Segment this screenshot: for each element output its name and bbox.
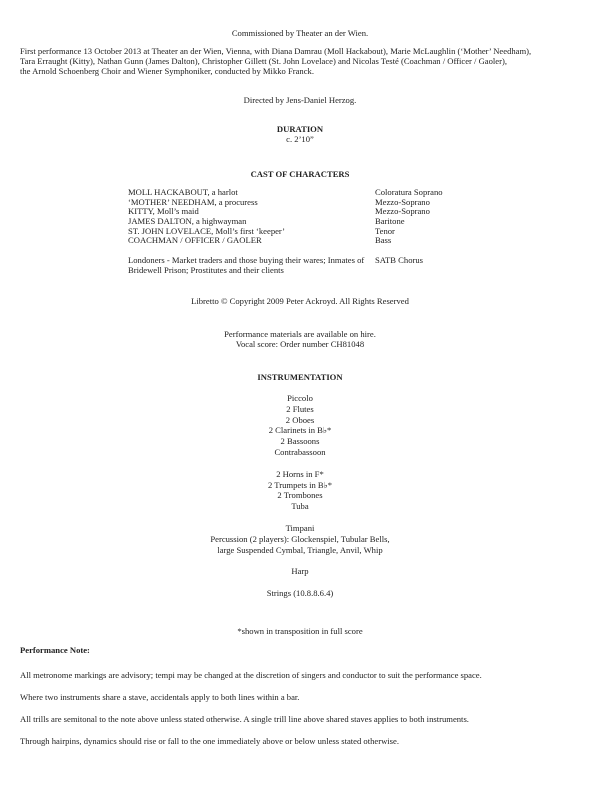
- duration-value: c. 2’10”: [286, 134, 314, 144]
- cast-row: [128, 197, 508, 207]
- cast-voice: Mezzo-Soprano: [375, 196, 430, 207]
- instrument: 2 Clarinets in B♭*: [268, 425, 332, 436]
- cast-heading: CAST OF CHARACTERS: [250, 169, 350, 179]
- cast-row: [128, 235, 508, 245]
- cast-role: ‘MOTHER’ NEEDHAM, a procuress: [128, 196, 258, 207]
- instrument: Timpani: [285, 522, 315, 533]
- cast-voice: Mezzo-Soprano: [375, 206, 430, 217]
- instrument: 2 Flutes: [286, 403, 314, 414]
- instrument: Contrabassoon: [274, 446, 326, 457]
- instrument: large Suspended Cymbal, Triangle, Anvil, Whip: [217, 544, 383, 555]
- cast-voice: Bass: [375, 235, 392, 246]
- director-line: Directed by Jens-Daniel Herzog.: [243, 95, 357, 105]
- transposition-note: *shown in transposition in full score: [237, 626, 363, 636]
- cast-voice: Baritone: [375, 216, 405, 227]
- performance-note-heading: Performance Note:: [20, 645, 90, 655]
- performance-note-item: All trills are semitonal to the note above unless stated otherwise. A single trill line above shared staves applies to both instruments.: [20, 714, 469, 724]
- instrumentation-heading: INSTRUMENTATION: [257, 372, 343, 382]
- cast-role: MOLL HACKABOUT, a harlot: [128, 187, 238, 197]
- cast-row: [128, 187, 508, 197]
- performance-note-item: Through hairpins, dynamics should rise or fall to the one immediately above or below unless stated otherwise.: [20, 736, 399, 746]
- instrument: 2 Trumpets in B♭*: [268, 479, 332, 490]
- instrument: 2 Oboes: [285, 414, 315, 425]
- instrumentation-list: [20, 393, 580, 599]
- cast-voice: Coloratura Soprano: [375, 187, 443, 197]
- chorus-row: [128, 255, 508, 275]
- premiere-line: Tara Erraught (Kitty), Nathan Gunn (James Dalton), Christopher Gillett (St. John Lovelace) and Nicolas Testé (Coachman / Officer / Gaoler),: [20, 56, 507, 66]
- instrument: Piccolo: [287, 393, 313, 403]
- premiere-line: the Arnold Schoenberg Choir and Wiener Symphoniker, conducted by Mikko Franck.: [20, 66, 314, 76]
- chorus-voice: SATB Chorus: [375, 255, 423, 266]
- libretto-copyright: Libretto © Copyright 2009 Peter Ackroyd. All Rights Reserved: [191, 296, 409, 306]
- materials-line: Performance materials are available on hire.: [224, 329, 376, 339]
- cast-voice: Tenor: [375, 225, 395, 236]
- cast-row: [128, 206, 508, 216]
- instrument: Strings (10.8.8.6.4): [266, 588, 334, 599]
- cast-role: ST. JOHN LOVELACE, Moll’s first ‘keeper’: [128, 225, 285, 236]
- materials-note: [20, 329, 580, 349]
- cast-row: [128, 216, 508, 226]
- duration-heading: DURATION: [276, 124, 324, 134]
- performance-note-item: Where two instruments share a stave, accidentals apply to both lines within a bar.: [20, 692, 300, 702]
- materials-line: Vocal score: Order number CH81048: [235, 339, 365, 349]
- instrument: Tuba: [291, 501, 309, 512]
- cast-role: JAMES DALTON, a highwayman: [128, 216, 247, 227]
- instrument: 2 Horns in F*: [276, 468, 324, 479]
- premiere-paragraph: [20, 46, 580, 76]
- instrument: Harp: [291, 566, 309, 577]
- commission-line: Commissioned by Theater an der Wien.: [231, 28, 369, 38]
- cast-row: [128, 226, 508, 236]
- premiere-line: First performance 13 October 2013 at Theater an der Wien, Vienna, with Diana Damrau (Moll Hackabout), Marie McLaughlin (‘Mother’ Needham),: [20, 46, 532, 56]
- instrument: 2 Bassoons: [280, 436, 320, 447]
- performance-note-item: All metronome markings are advisory; tempi may be changed at the discretion of singers and conductor to suit the performance space.: [20, 670, 482, 680]
- instrument: 2 Trombones: [277, 490, 323, 501]
- cast-role: KITTY, Moll’s maid: [128, 206, 199, 217]
- cast-role: COACHMAN / OFFICER / GAOLER: [128, 235, 262, 246]
- instrument: Percussion (2 players): Glockenspiel, Tubular Bells,: [210, 533, 390, 544]
- cast-list: [128, 187, 508, 275]
- chorus-description: Londoners - Market traders and those buying their wares; Inmates of Bridewell Prison; Prostitutes and their clients: [128, 255, 365, 276]
